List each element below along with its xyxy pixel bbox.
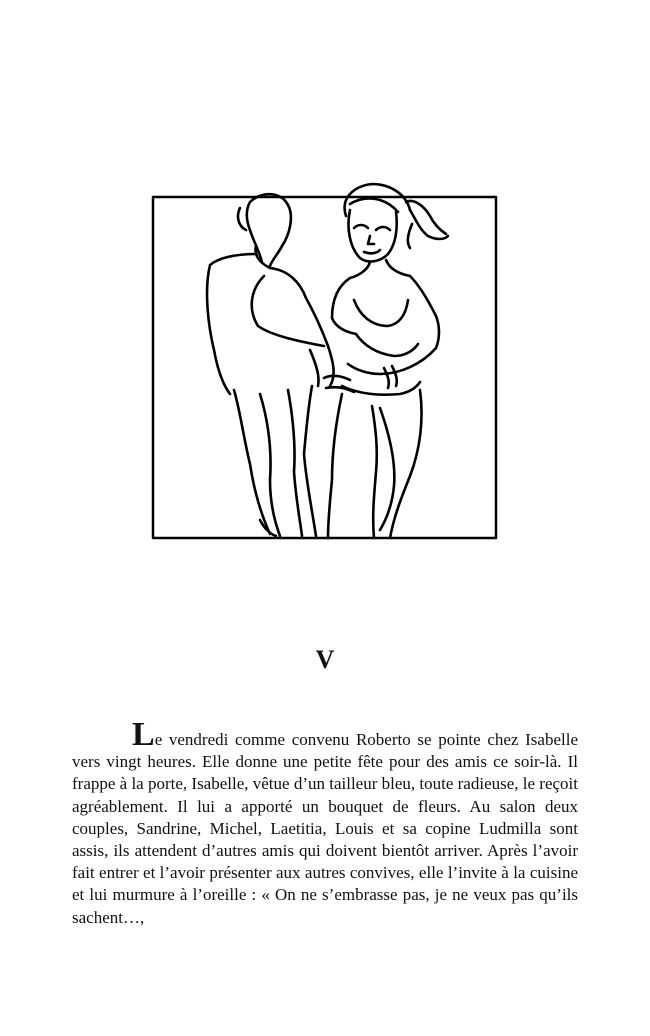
paragraph-text: e vendredi comme convenu Roberto se pointe chez Isabelle vers vingt heures. Elle donne une petite fête pour des amis ce soir-là. Il frappe à la porte, Isabelle, vêtue d’un tailleur bleu, toute radieuse, le reçoit agréablement. Il lui a apporté un bouquet de fleurs. Au salon deux couples, Sandrine, Michel, Laetitia, Louis et sa copine Ludmilla sont assis, ils attendent d’autres amis qui doivent bientôt arriver. Après l’avoir fait entrer et l’avoir présenter aux autres convives, elle l’invite à la cuisine et lui murmure à l’oreille : « On ne s’embrasse pas, je ne veux pas qu’ils sachent…, xyxy=(72,730,578,927)
drop-cap: L xyxy=(132,716,155,753)
man-figure xyxy=(207,194,334,536)
couple-illustration xyxy=(110,150,540,580)
illustration-frame xyxy=(153,197,496,538)
chapter-heading xyxy=(0,640,650,680)
chapter-number: V xyxy=(315,645,335,674)
woman-figure xyxy=(324,184,448,538)
body-text xyxy=(72,716,578,929)
paragraph xyxy=(72,716,578,929)
